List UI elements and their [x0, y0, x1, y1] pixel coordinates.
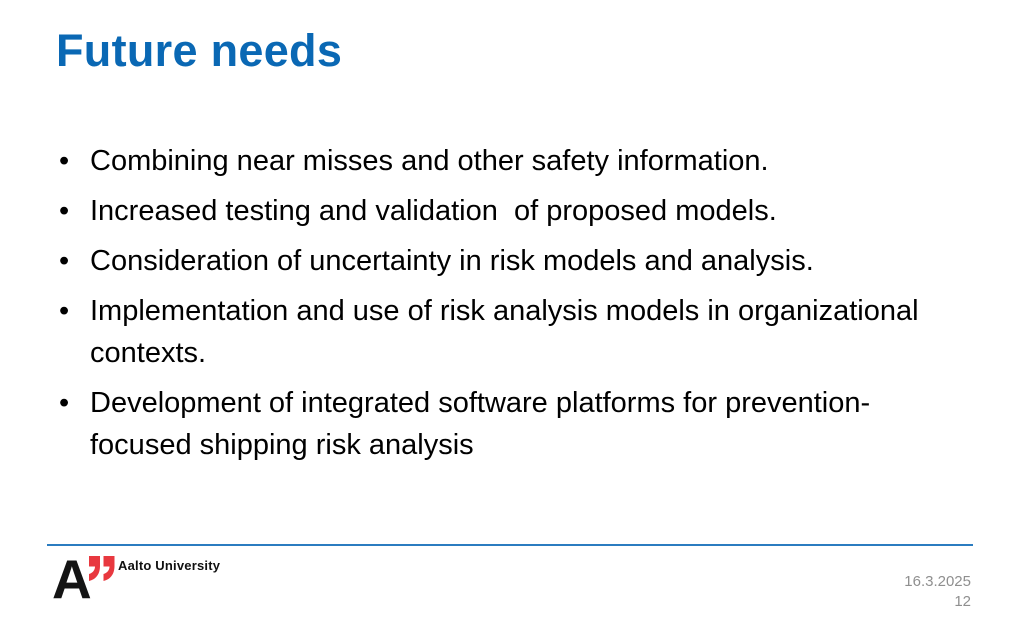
aalto-logo-letter: A	[52, 547, 92, 610]
bullet-marker: •	[59, 387, 70, 419]
bullet-list	[58, 140, 951, 474]
bullet-text: Consideration of uncertainty in risk models and analysis.	[90, 245, 814, 277]
bullet-item	[58, 240, 951, 282]
bullet-item	[58, 190, 951, 232]
bullet-item	[58, 290, 951, 374]
page-number: 12	[954, 593, 971, 610]
bullet-text: Development of integrated software platforms for prevention-focused shipping risk analysis	[90, 387, 871, 461]
bullet-text: Combining near misses and other safety information.	[90, 145, 769, 177]
aalto-logo-text: Aalto University	[118, 558, 221, 573]
bullet-text: Increased testing and validation of proposed models.	[90, 195, 777, 227]
bullet-text: Implementation and use of risk analysis models in organizational contexts.	[90, 295, 927, 369]
bullet-item	[58, 382, 951, 466]
bullet-marker: •	[59, 295, 70, 327]
bullet-marker: •	[59, 195, 70, 227]
slide-title: Future needs	[56, 25, 343, 76]
footer-divider	[47, 544, 973, 546]
aalto-quote-marks-icon	[89, 556, 116, 587]
bullet-marker: •	[59, 145, 70, 177]
bullet-marker: •	[59, 245, 70, 277]
slide-date: 16.3.2025	[904, 573, 971, 590]
bullet-item	[58, 140, 951, 182]
footer-meta	[904, 572, 971, 612]
aalto-university-logo	[52, 548, 312, 608]
